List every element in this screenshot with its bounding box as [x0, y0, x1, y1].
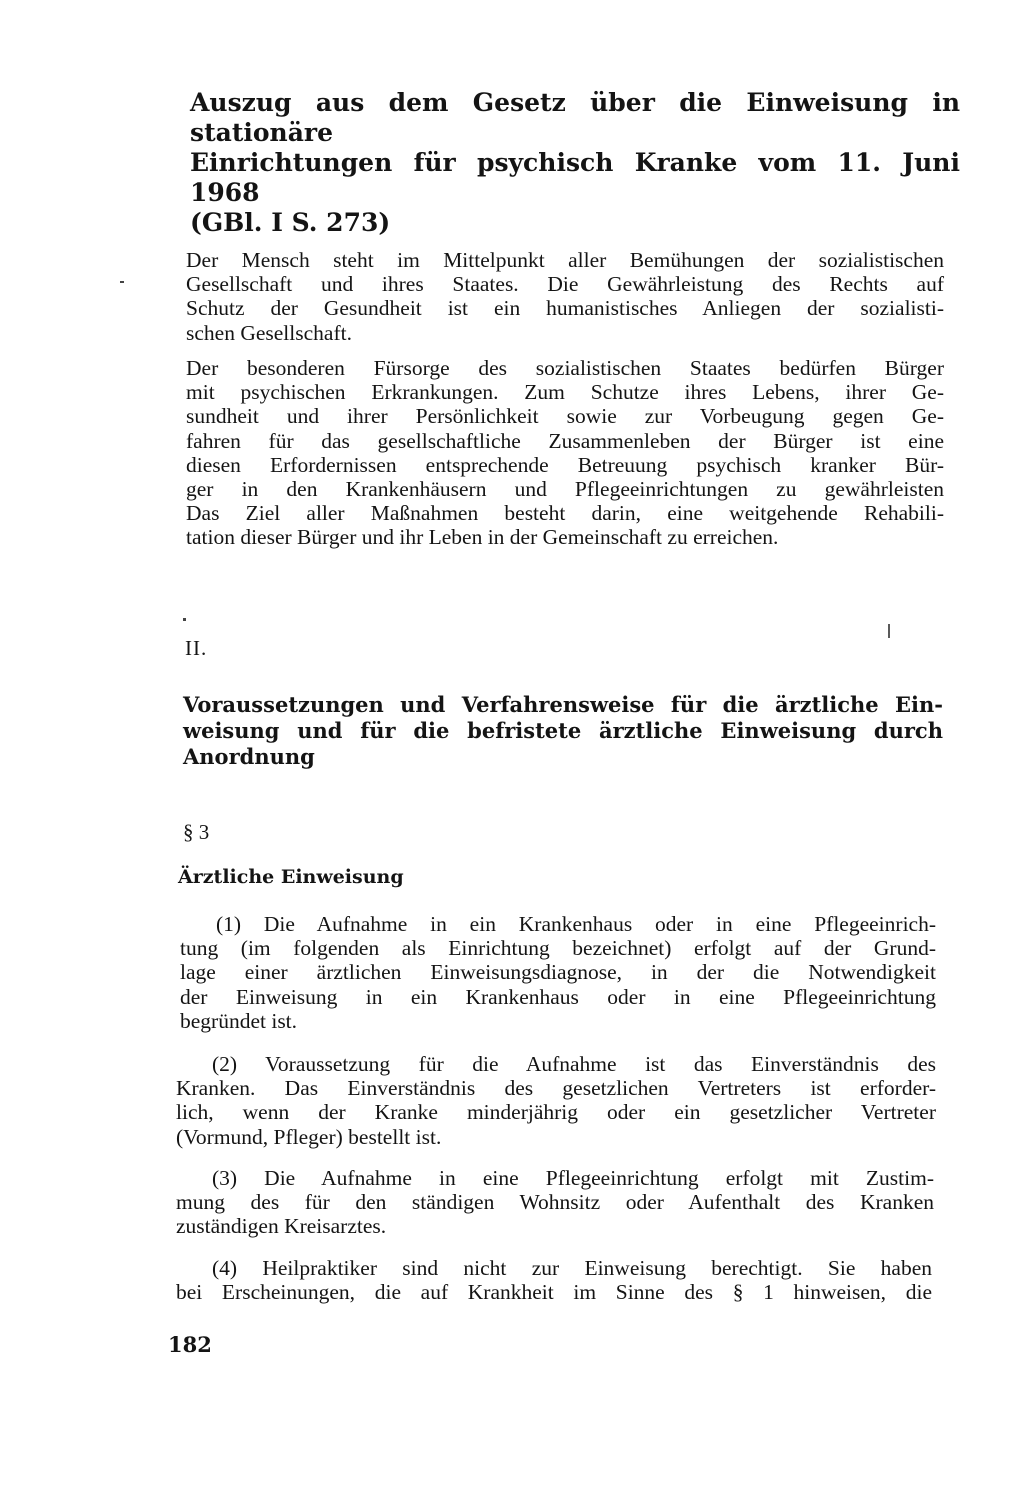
heading-line: weisung und für die befristete ärztliche Einweisung durch — [183, 718, 943, 743]
page-number: 182 — [168, 1332, 212, 1357]
text-line: sundheit und ihrer Persönlichkeit sowie zur Vorbeugung gegen Ge- — [186, 404, 944, 429]
text-line: (3) Die Aufnahme in eine Pflegeeinrichtung erfolgt mit Zustim- — [212, 1166, 934, 1190]
text-line: (4) Heilpraktiker sind nicht zur Einweisung berechtigt. Sie haben — [212, 1256, 932, 1280]
text-line: bei Erscheinungen, die auf Krankheit im Sinne des § 1 hinweisen, die — [176, 1280, 932, 1305]
text-line: (2) Voraussetzung für die Aufnahme ist das Einverständnis des — [212, 1052, 936, 1076]
heading-line: Anordnung — [183, 744, 315, 769]
text-line: schen Gesellschaft. — [186, 320, 352, 345]
text-line: begründet ist. — [180, 1008, 298, 1033]
text-line: tung (im folgenden als Einrichtung bezeichnet) erfolgt auf der Grund- — [180, 936, 936, 961]
title-line-1: Auszug aus dem Gesetz über die Einweisung in stationäre — [190, 88, 960, 147]
text-line: lage einer ärztlichen Einweisungsdiagnose, in der die Notwendigkeit — [180, 960, 936, 985]
text-line: zuständigen Kreisarztes. — [176, 1214, 387, 1239]
text-line: (1) Die Aufnahme in ein Krankenhaus oder in eine Pflegeeinrich- — [216, 912, 936, 936]
document-title — [190, 88, 960, 238]
text-line: fahren für das gesellschaftliche Zusammenleben der Bürger ist eine — [186, 428, 944, 453]
text-line: tation dieser Bürger und ihr Leben in der Gemeinschaft zu erreichen. — [186, 525, 779, 550]
section-heading: Ärztliche Einweisung — [178, 866, 404, 888]
chapter-number: II. — [185, 636, 208, 660]
text-line: Der Mensch steht im Mittelpunkt aller Bemühungen der sozialistischen — [186, 248, 944, 272]
chapter-heading — [183, 692, 943, 770]
text-line: (Vormund, Pfleger) bestellt ist. — [176, 1124, 442, 1149]
text-line: Schutz der Gesundheit ist ein humanistisches Anliegen der sozialisti- — [186, 296, 944, 321]
text-line: mit psychischen Erkrankungen. Zum Schutze ihres Lebens, ihrer Ge- — [186, 380, 944, 405]
text-line: der Einweisung in ein Krankenhaus oder in eine Pflegeeinrichtung — [180, 984, 936, 1009]
text-line: lich, wenn der Kranke minderjährig oder ein gesetzlicher Vertreter — [176, 1100, 936, 1125]
section-paragraph-3 — [176, 1166, 934, 1239]
heading-line: Voraussetzungen und Verfahrensweise für die ärztliche Ein- — [183, 692, 943, 717]
section-paragraph-4 — [176, 1256, 932, 1304]
section-paragraph-1 — [180, 912, 936, 1033]
text-line: Der besonderen Fürsorge des sozialistischen Staates bedürfen Bürger — [186, 356, 944, 380]
text-line: diesen Erfordernissen entsprechende Betreuung psychisch kranker Bür- — [186, 452, 944, 477]
text-line: Gesellschaft und ihres Staates. Die Gewährleistung des Rechts auf — [186, 272, 944, 297]
title-line-2: Einrichtungen für psychisch Kranke vom 11. Juni 1968 — [190, 148, 960, 207]
text-line: Kranken. Das Einverständnis des gesetzlichen Vertreters ist erforder- — [176, 1076, 936, 1101]
text-line: mung des für den ständigen Wohnsitz oder Aufenthalt des Kranken — [176, 1190, 934, 1215]
title-line-3: (GBl. I S. 273) — [190, 208, 391, 237]
preamble-paragraph-2 — [186, 356, 944, 550]
scan-speck — [183, 618, 186, 621]
section-paragraph-2 — [176, 1052, 936, 1149]
preamble-paragraph-1 — [186, 248, 944, 345]
text-line: Das Ziel aller Maßnahmen besteht darin, eine weitgehende Rehabili- — [186, 501, 944, 526]
scan-margin-mark — [888, 624, 890, 638]
section-sign: § 3 — [183, 820, 210, 844]
scan-speck — [120, 281, 124, 283]
text-line: ger in den Krankenhäusern und Pflegeeinrichtungen zu gewährleisten — [186, 477, 944, 502]
